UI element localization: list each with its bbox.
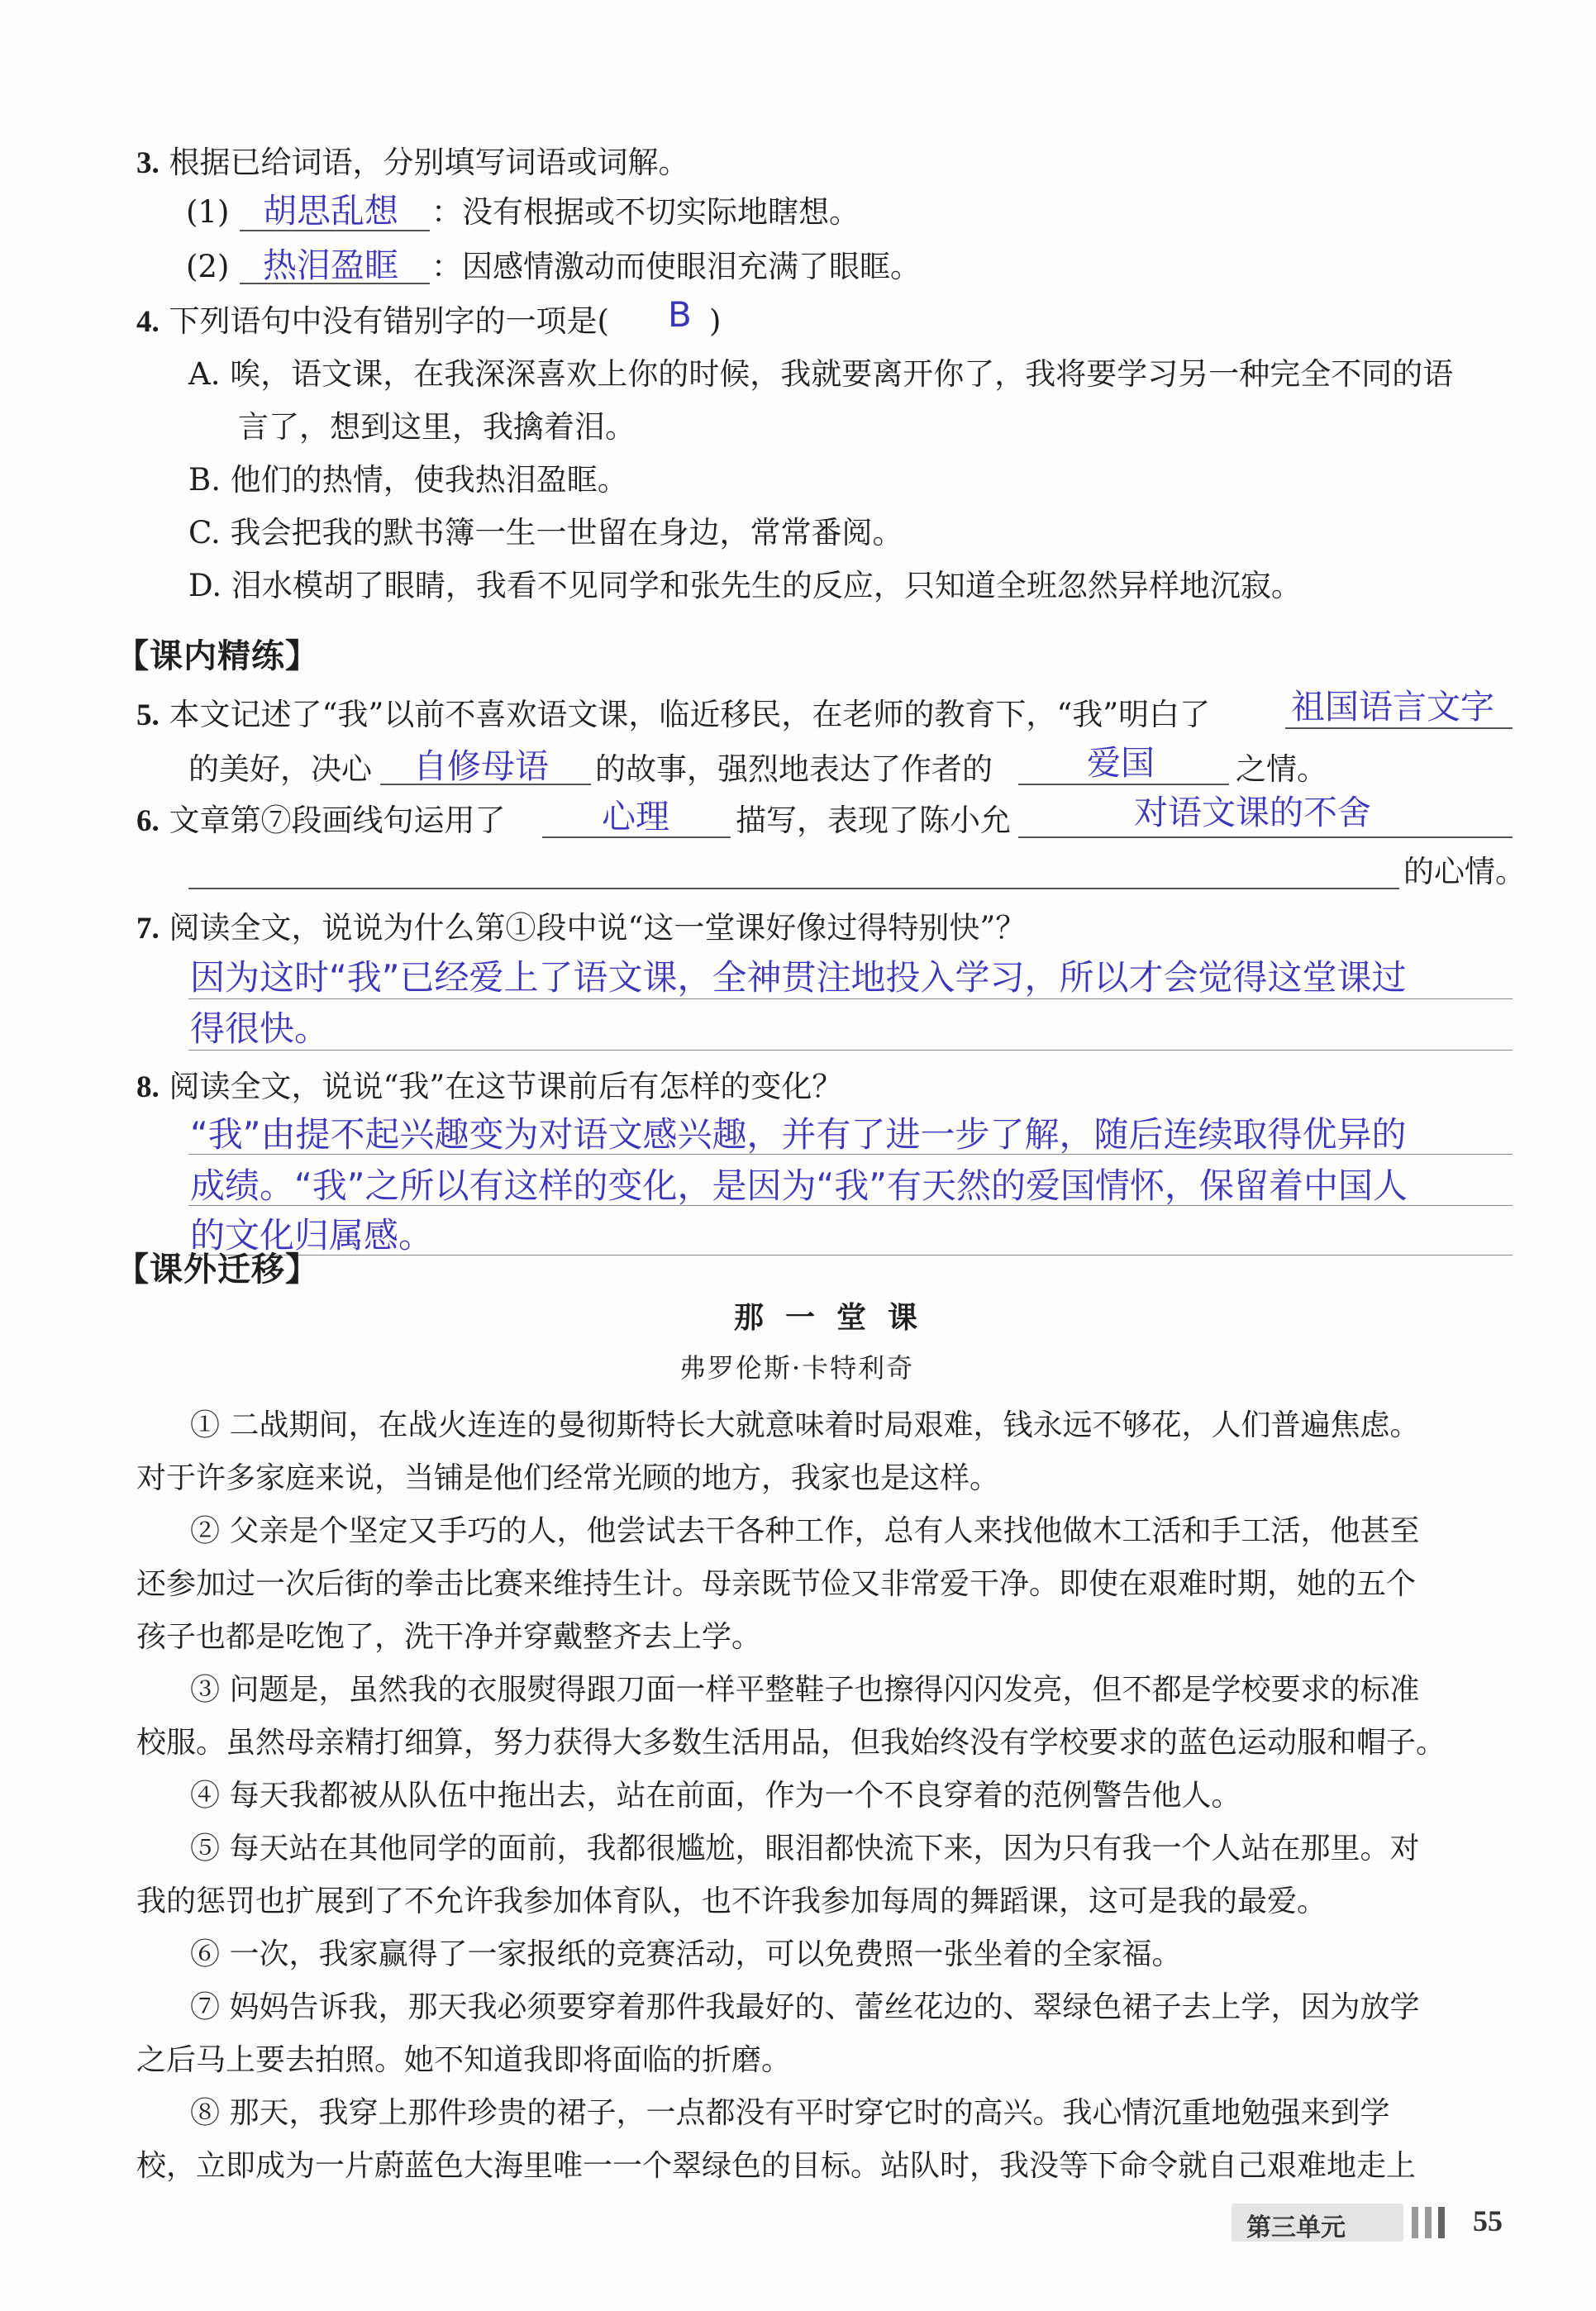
q5-text-b: 的美好，决心 xyxy=(188,751,372,787)
q4-option-a-line2: 言了，想到这里，我擒着泪。 xyxy=(238,409,636,445)
q3-item2-number: (2) xyxy=(186,249,230,284)
q3-item1-number: (1) xyxy=(186,194,230,230)
q5-answer2: 自修母语 xyxy=(413,746,549,786)
paragraph-3-line1: ③ 问题是，虽然我的衣服熨得跟刀面一样平整鞋子也擦得闪闪发亮，但不都是学校要求的标准 xyxy=(190,1673,1420,1707)
article-title: 那一堂课 xyxy=(734,1301,940,1335)
q3-item1 xyxy=(186,192,229,233)
q5-text-a: 本文记述了“我”以前不喜欢语文课，临近移民，在老师的教育下，“我”明白了 xyxy=(169,697,1211,732)
q3-item2-answer: 热泪盈眶 xyxy=(263,245,398,285)
paragraph-7-line1: ⑦ 妈妈告诉我，那天我必须要穿着那件我最好的、蕾丝花边的、翠绿色裙子去上学，因为放学 xyxy=(190,1990,1420,2024)
footer-divider-bar-2 xyxy=(1425,2207,1432,2238)
paragraph-4: ④ 每天我都被从队伍中拖出去，站在前面，作为一个不良穿着的范例警告他人。 xyxy=(190,1779,1241,1813)
paragraph-1-line2: 对于许多家庭来说，当铺是他们经常光顾的地方，我家也是这样。 xyxy=(136,1461,1000,1495)
q6-blank2-cont xyxy=(188,888,1399,889)
q8-stem-text: 阅读全文，说说“我”在这节课前后有怎样的变化？ xyxy=(169,1069,843,1104)
q5-answer3: 爱国 xyxy=(1087,743,1155,783)
q4-option-a-line1: A. 唉，语文课，在我深深喜欢上你的时候，我就要离开你了，我将要学习另一种完全不同的语 xyxy=(188,356,1454,392)
q3-item2 xyxy=(186,246,229,288)
q6-answer2: 对语文课的不舍 xyxy=(1134,793,1371,832)
section-heading-extension: 【课外迁移】 xyxy=(116,1251,319,1289)
q4-stem-close: ) xyxy=(709,303,722,339)
q3-stem xyxy=(136,142,689,184)
q4-option-c: C. 我会把我的默书簿一生一世留在身边，常常番阅。 xyxy=(188,515,903,550)
q4-stem-text: 下列语句中没有错别字的一项是( xyxy=(169,303,609,339)
q3-item1-definition: ：没有根据或不切实际地瞎想。 xyxy=(431,194,860,230)
q8-answer-line2: 成绩。“我”之所以有这样的变化，是因为“我”有天然的爱国情怀，保留着中国人 xyxy=(190,1165,1408,1206)
q5-number: 5. xyxy=(136,698,160,732)
footer-divider-bar-3 xyxy=(1438,2207,1445,2238)
footer-unit-label: 第三单元 xyxy=(1246,2213,1346,2242)
q4-option-d: D. 泪水模胡了眼睛，我看不见同学和张先生的反应，只知道全班忽然异样地沉寂。 xyxy=(188,568,1302,603)
q7-stem-text: 阅读全文，说说为什么第①段中说“这一堂课好像过得特别快”？ xyxy=(169,910,1027,946)
q5-text-d: 之情。 xyxy=(1236,751,1327,787)
q3-stem-text: 根据已给词语，分别填写词语或词解。 xyxy=(169,145,689,180)
paragraph-8-line1: ⑧ 那天，我穿上那件珍贵的裙子，一点都没有平时穿它时的高兴。我心情沉重地勉强来到学 xyxy=(190,2096,1390,2130)
paragraph-1-line1: ① 二战期间，在战火连连的曼彻斯特长大就意味着时局艰难，钱永远不够花，人们普遍焦虑。 xyxy=(190,1408,1420,1442)
q4-stem xyxy=(136,301,609,343)
q5-text-c: 的故事，强烈地表达了作者的 xyxy=(595,751,993,787)
paragraph-3-line2: 校服。虽然母亲精打细算，努力获得大多数生活用品，但我始终没有学校要求的蓝色运动服和帽子。 xyxy=(136,1726,1446,1760)
q3-number: 3. xyxy=(136,146,160,180)
paragraph-6: ⑥ 一次，我家赢得了一家报纸的竞赛活动，可以免费照一张坐着的全家福。 xyxy=(190,1937,1182,1971)
paragraph-2-line2: 还参加过一次后街的拳击比赛来维持生计。母亲既节俭又非常爱干净。即使在艰难时期，她的五个 xyxy=(136,1567,1417,1601)
q5-answer1: 祖国语言文字 xyxy=(1291,687,1494,727)
article-author: 弗罗伦斯·卡特利奇 xyxy=(679,1352,915,1384)
paragraph-5-line1: ⑤ 每天站在其他同学的面前，我都很尴尬，眼泪都快流下来，因为只有我一个人站在那里。对 xyxy=(190,1832,1420,1865)
section-heading-in-class: 【课内精练】 xyxy=(116,637,319,675)
q7-answer-rule2 xyxy=(188,1050,1513,1051)
q6-text-b: 描写，表现了陈小允 xyxy=(736,803,1011,838)
q6-blank2 xyxy=(1018,836,1513,838)
q6-text-a: 文章第⑦段画线句运用了 xyxy=(169,803,506,838)
q6-answer1: 心理 xyxy=(602,797,669,836)
q6-text-c: 的心情。 xyxy=(1403,854,1526,889)
page-number: 55 xyxy=(1473,2204,1503,2237)
q4-answer: B xyxy=(668,294,692,335)
paragraph-7-line2: 之后马上要去拍照。她不知道我即将面临的折磨。 xyxy=(136,2043,792,2077)
paragraph-2-line1: ② 父亲是个坚定又手巧的人，他尝试去干各种工作，总有人来找他做木工活和手工活，他甚至 xyxy=(190,1514,1420,1548)
q5-line1 xyxy=(136,694,1210,736)
q6-line1 xyxy=(136,800,506,842)
footer-divider-bar-1 xyxy=(1412,2207,1418,2238)
q7-answer-line1: 因为这时“我”已经爱上了语文课，全神贯注地投入学习，所以才会觉得这堂课过 xyxy=(190,957,1407,998)
q8-stem xyxy=(136,1066,842,1108)
q7-number: 7. xyxy=(136,912,160,946)
q3-item1-answer: 胡思乱想 xyxy=(263,191,398,231)
q6-number: 6. xyxy=(136,804,160,838)
q8-answer-line1: “我”由提不起兴趣变为对语文感兴趣，并有了进一步了解，随后连续取得优异的 xyxy=(190,1114,1407,1155)
q7-answer-line2: 得很快。 xyxy=(190,1008,330,1049)
q7-stem xyxy=(136,908,1026,950)
q3-item2-definition: ：因感情激动而使眼泪充满了眼眶。 xyxy=(431,249,921,284)
q4-option-b: B. 他们的热情，使我热泪盈眶。 xyxy=(188,462,628,498)
paragraph-5-line2: 我的惩罚也扩展到了不允许我参加体育队，也不许我参加每周的舞蹈课，这可是我的最爱。 xyxy=(136,1885,1327,1918)
q4-number: 4. xyxy=(136,305,160,339)
paragraph-2-line3: 孩子也都是吃饱了，洗干净并穿戴整齐去上学。 xyxy=(136,1620,762,1654)
paragraph-8-line2: 校，立即成为一片蔚蓝色大海里唯一一个翠绿色的目标。站队时，我没等下命令就自己艰难地走上 xyxy=(136,2149,1417,2183)
q8-number: 8. xyxy=(136,1070,160,1104)
q8-answer-line3: 的文化归属感。 xyxy=(190,1215,434,1256)
